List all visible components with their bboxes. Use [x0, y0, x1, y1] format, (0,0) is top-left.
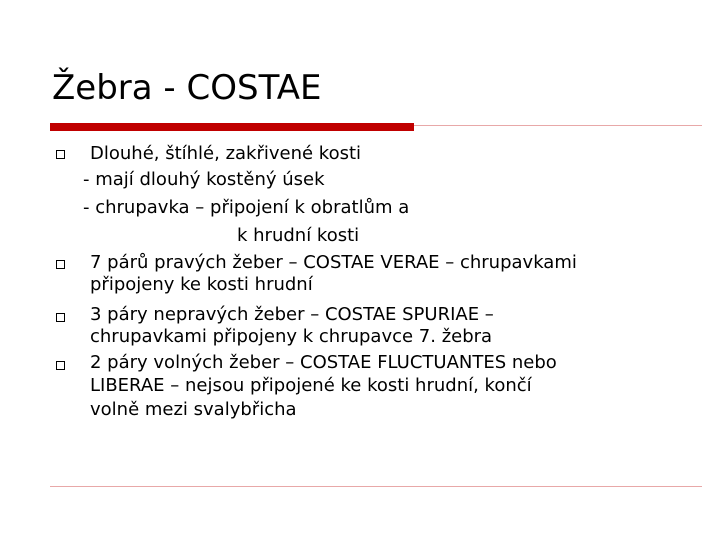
square-bullet-icon	[56, 150, 65, 159]
bullet-text-line: volně mezi svalybřicha	[90, 399, 297, 420]
square-bullet-icon	[56, 313, 65, 322]
bullet-text-line: 2 páry volných žeber – COSTAE FLUCTUANTES nebo	[90, 352, 557, 373]
bullet-text-line: Dlouhé, štíhlé, zakřivené kosti	[90, 143, 362, 164]
bullet-text-line: - mají dlouhý kostěný úsek	[83, 169, 325, 190]
bullet-text-line: připojeny ke kosti hrudní	[90, 274, 313, 295]
square-bullet-icon	[56, 260, 65, 269]
footer-rule	[50, 486, 702, 487]
bullet-text-line: 7 párů pravých žeber – COSTAE VERAE – chrupavkami	[90, 252, 577, 273]
bullet-text-line: LIBERAE – nejsou připojené ke kosti hrudní, končí	[90, 375, 532, 396]
bullet-text-line: k hrudní kosti	[237, 225, 360, 246]
bullet-text-line: chrupavkami připojeny k chrupavce 7. žebra	[90, 326, 493, 347]
square-bullet-icon	[56, 361, 65, 370]
slide-title: Žebra - COSTAE	[52, 68, 322, 108]
bullet-text-line: - chrupavka – připojení k obratlům a	[83, 197, 410, 218]
bullet-text-line: 3 páry nepravých žeber – COSTAE SPURIAE –	[90, 304, 494, 325]
title-accent-bar	[50, 123, 414, 131]
